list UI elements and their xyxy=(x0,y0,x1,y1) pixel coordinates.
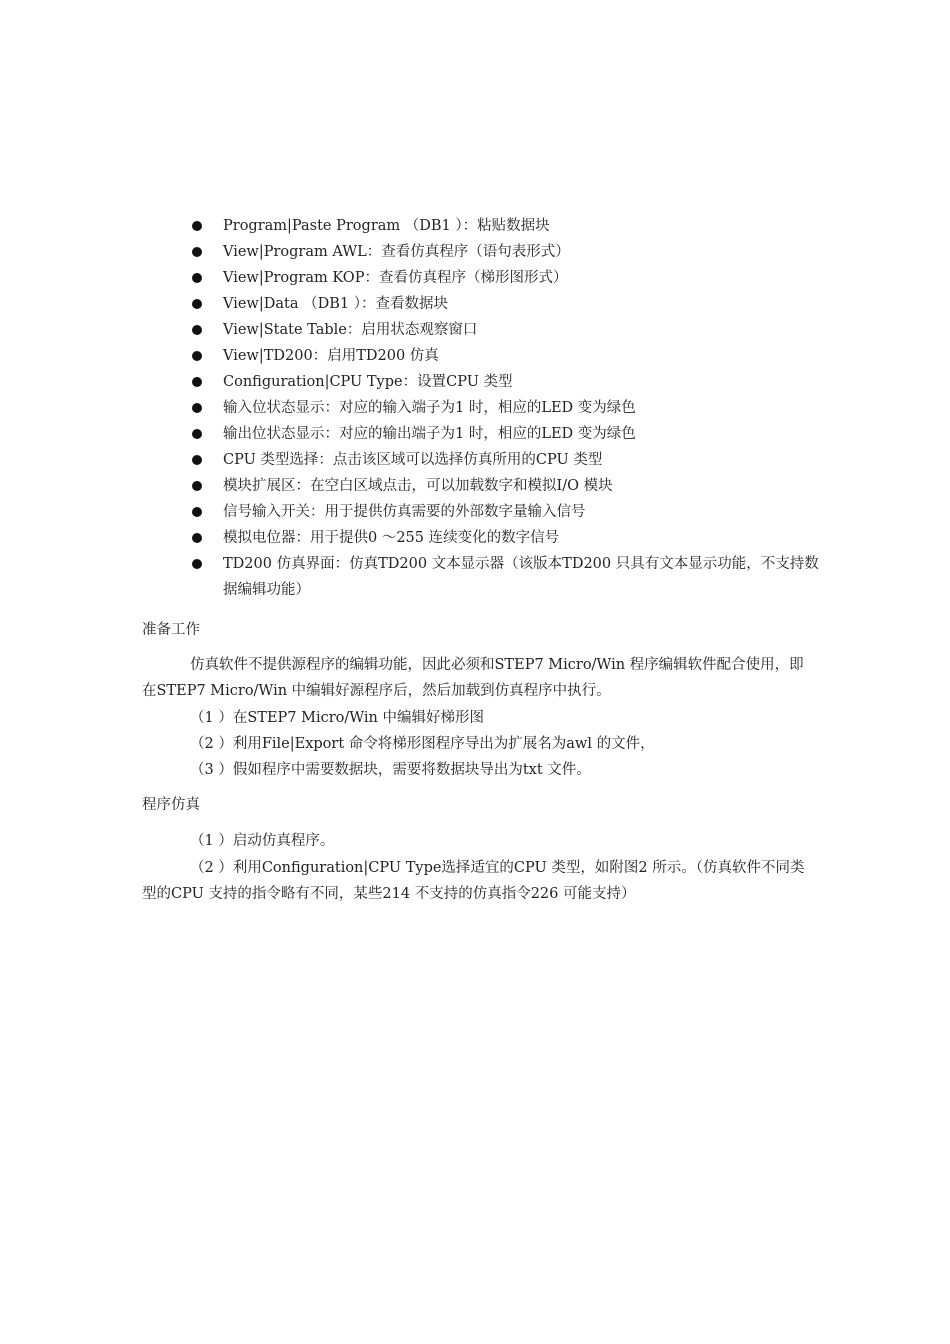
menu-description-list xyxy=(188,213,828,603)
list-item-text: 输出位状态显示：对应的输出端子为1 时，相应的LED 变为绿色 xyxy=(223,426,636,442)
bullet-icon xyxy=(192,247,202,257)
bullet-icon xyxy=(192,299,202,309)
list-item-text: 模块扩展区：在空白区域点击，可以加载数字和模拟I/O 模块 xyxy=(223,478,613,494)
simulation-step-1: （1 ）启动仿真程序。 xyxy=(190,833,335,849)
list-item xyxy=(188,213,828,239)
preparation-paragraph: 仿真软件不提供源程序的编辑功能，因此必须和STEP7 Micro/Win 程序编辑软件配合使用，即在STEP7 Micro/Win 中编辑好源程序后，然后加载到仿真程序中执行。 xyxy=(142,657,804,699)
list-item xyxy=(188,499,828,525)
list-item xyxy=(188,239,828,265)
preparation-step-2: （2 ）利用File|Export 命令将梯形图程序导出为扩展名为awl 的文件， xyxy=(190,736,655,752)
bullet-icon xyxy=(192,221,202,231)
bullet-icon xyxy=(192,507,202,517)
list-item-text: 信号输入开关：用于提供仿真需要的外部数字量输入信号 xyxy=(223,504,586,520)
bullet-icon xyxy=(192,351,202,361)
list-item-text: CPU 类型选择：点击该区域可以选择仿真所用的CPU 类型 xyxy=(223,452,603,468)
simulation-step-2-paragraph: （2 ）利用Configuration|CPU Type选择适宜的CPU 类型，如附图2 所示。（仿真软件不同类型的CPU 支持的指令略有不同，某些214 不支持的仿真指令226 可能支持） xyxy=(142,860,805,902)
preparation-step-1: （1 ）在STEP7 Micro/Win 中编辑好梯形图 xyxy=(190,710,484,726)
list-item-text: View|Program AWL：查看仿真程序（语句表形式） xyxy=(223,244,570,260)
list-item-text: View|TD200：启用TD200 仿真 xyxy=(223,348,439,364)
bullet-icon xyxy=(192,325,202,335)
list-item xyxy=(188,473,828,499)
list-item-text: View|State Table：启用状态观察窗口 xyxy=(223,322,478,338)
list-item xyxy=(188,265,828,291)
bullet-icon xyxy=(192,377,202,387)
list-item xyxy=(188,291,828,317)
list-item-text: TD200 仿真界面：仿真TD200 文本显示器（该版本TD200 只具有文本显示功能，不支持数据编辑功能） xyxy=(223,556,819,598)
bullet-icon xyxy=(192,429,202,439)
list-item xyxy=(188,421,828,447)
list-item-text: View|Data （DB1 ）：查看数据块 xyxy=(223,296,448,312)
list-item xyxy=(188,525,828,551)
bullet-icon xyxy=(192,559,202,569)
section-heading-preparation: 准备工作 xyxy=(142,622,200,638)
list-item xyxy=(188,343,828,369)
bullet-icon xyxy=(192,481,202,491)
list-item-text: 模拟电位器：用于提供0 ～255 连续变化的数字信号 xyxy=(223,530,560,546)
bullet-icon xyxy=(192,273,202,283)
bullet-icon xyxy=(192,403,202,413)
list-item xyxy=(188,551,828,603)
list-item-text: View|Program KOP：查看仿真程序（梯形图形式） xyxy=(223,270,568,286)
list-item-text: 输入位状态显示：对应的输入端子为1 时，相应的LED 变为绿色 xyxy=(223,400,636,416)
section-heading-simulation: 程序仿真 xyxy=(142,797,200,813)
list-item xyxy=(188,395,828,421)
bullet-icon xyxy=(192,533,202,543)
list-item-text: Program|Paste Program （DB1 ）：粘贴数据块 xyxy=(223,218,550,234)
list-item xyxy=(188,447,828,473)
list-item xyxy=(188,317,828,343)
list-item-text: Configuration|CPU Type：设置CPU 类型 xyxy=(223,374,513,390)
preparation-step-3: （3 ）假如程序中需要数据块，需要将数据块导出为txt 文件。 xyxy=(190,762,591,778)
list-item xyxy=(188,369,828,395)
bullet-icon xyxy=(192,455,202,465)
